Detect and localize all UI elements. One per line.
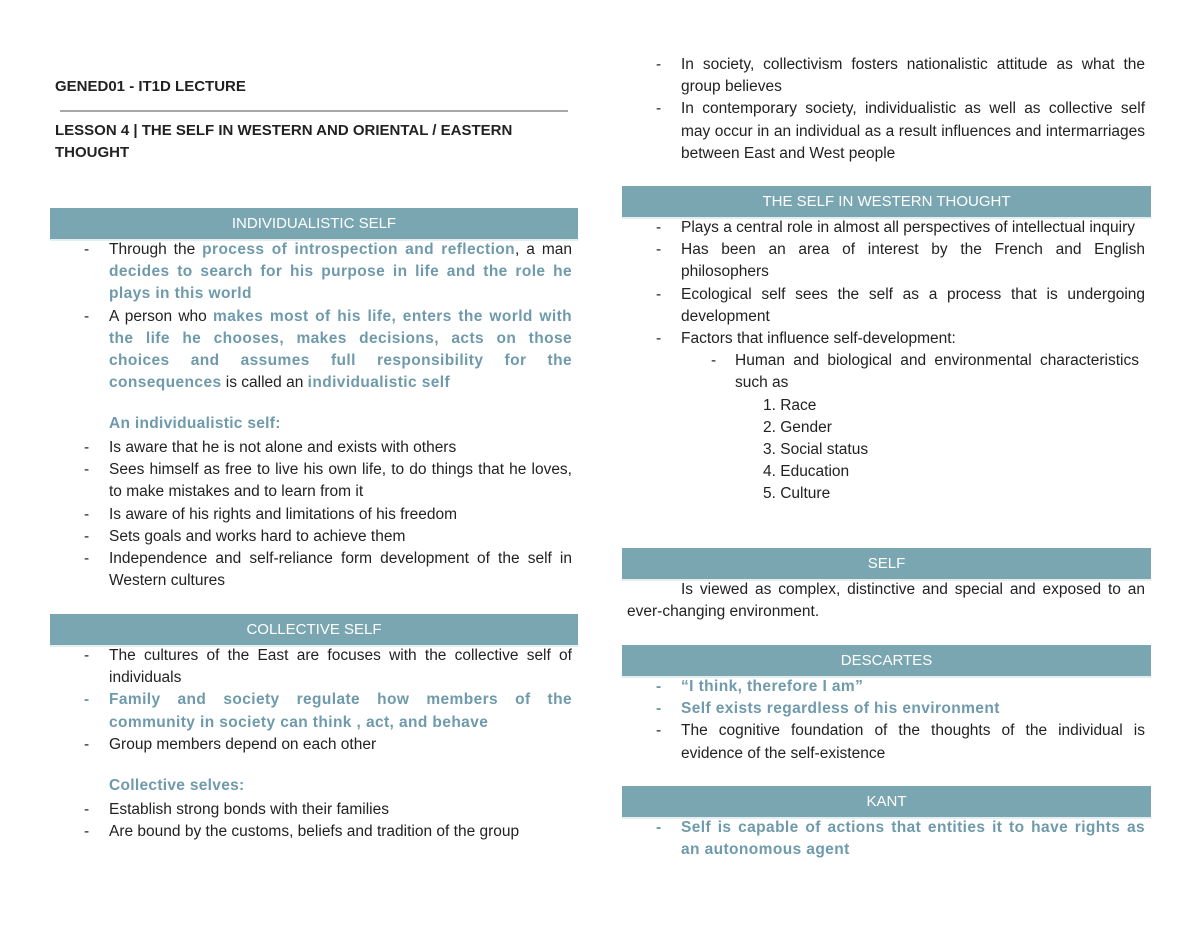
list-item: - Group members depend on each other [50,734,578,756]
collective-self-header: COLLECTIVE SELF [50,614,578,647]
lesson-title: LESSON 4 | THE SELF IN WESTERN AND ORIENTAL / EASTERN THOUGHT [55,122,513,161]
list-item: - Ecological self sees the self as a process that is undergoing development [622,284,1151,328]
self-header: SELF [622,548,1151,581]
factors-sublist [681,350,1145,505]
list-item: - Human and biological and environmental characteristics such as 1. Race 2. Gender 3. Social status 4. Education 5. Culture [681,350,1145,505]
list-item: - Sees himself as free to live his own life, to do things that he loves, to make mistakes and to learn from it [50,459,578,503]
list-item: - The cognitive foundation of the thoughts of the individual is evidence of the self-existence [622,720,1151,764]
list-item: - In society, collectivism fosters nationalistic attitude as what the group believes [622,54,1151,98]
list-item: 2. Gender [763,418,832,436]
list-item: - Independence and self-reliance form development of the self in Western cultures [50,548,578,592]
list-item: - Self is capable of actions that entities it to have rights as an autonomous agent [622,817,1151,861]
western-thought-header: THE SELF IN WESTERN THOUGHT [622,186,1151,219]
descartes-header: DESCARTES [622,645,1151,678]
list-item: - Is aware that he is not alone and exists with others [50,437,578,459]
individualistic-subheading: An individualistic self: [109,415,281,432]
self-description: Is viewed as complex, distinctive and special and exposed to an ever-changing environment. [627,581,1145,621]
kant-list [622,817,1151,861]
list-item: - Self exists regardless of his environment [622,698,1151,720]
title-divider [60,110,568,112]
list-item: - In contemporary society, individualistic as well as collective self may occur in an individual as a result influences and intermarriages between East and West people [622,98,1151,165]
course-title: GENED01 - IT1D LECTURE [55,78,246,95]
individualistic-definition-list [50,239,578,394]
list-item: - Factors that influence self-development: - Human and biological and environmental characteristics such as 1. Race 2. Gender 3. Social status 4. Education 5. Culture [622,328,1151,506]
western-thought-list [622,217,1151,506]
list-item: - Sets goals and works hard to achieve them [50,526,578,548]
list-item: 3. Social status [763,441,869,459]
collective-continued-list [622,54,1151,165]
list-item: - The cultures of the East are focuses with the collective self of individuals [50,645,578,689]
list-item: - A person who makes most of his life, enters the world with the life he chooses, makes decisions, acts on those choices and assumes full responsibility for the consequences is called an individualistic self [50,306,578,395]
individualistic-self-header: INDIVIDUALISTIC SELF [50,208,578,241]
list-item: - Is aware of his rights and limitations of his freedom [50,504,578,526]
list-item: 4. Education [763,463,850,481]
list-item: - Establish strong bonds with their families [50,799,578,821]
collective-selves-list [50,799,578,843]
collective-subheading: Collective selves: [109,777,245,794]
list-item: 5. Culture [763,485,831,503]
collective-list [50,645,578,756]
kant-header: KANT [622,786,1151,819]
list-item: - Plays a central role in almost all perspectives of intellectual inquiry [622,217,1151,239]
individualistic-traits-list [50,437,578,592]
list-item: 1. Race [763,396,817,414]
descartes-list [622,676,1151,765]
list-item: - Through the process of introspection and reflection, a man decides to search for his purpose in life and the role he plays in this world [50,239,578,306]
list-item: - Has been an area of interest by the French and English philosophers [622,239,1151,283]
list-item: - Family and society regulate how members of the community in society can think , act, and behave [50,689,578,733]
list-item: - Are bound by the customs, beliefs and tradition of the group [50,821,578,843]
list-item: - “I think, therefore I am” [622,676,1151,698]
factors-numbered-list [681,395,1139,506]
